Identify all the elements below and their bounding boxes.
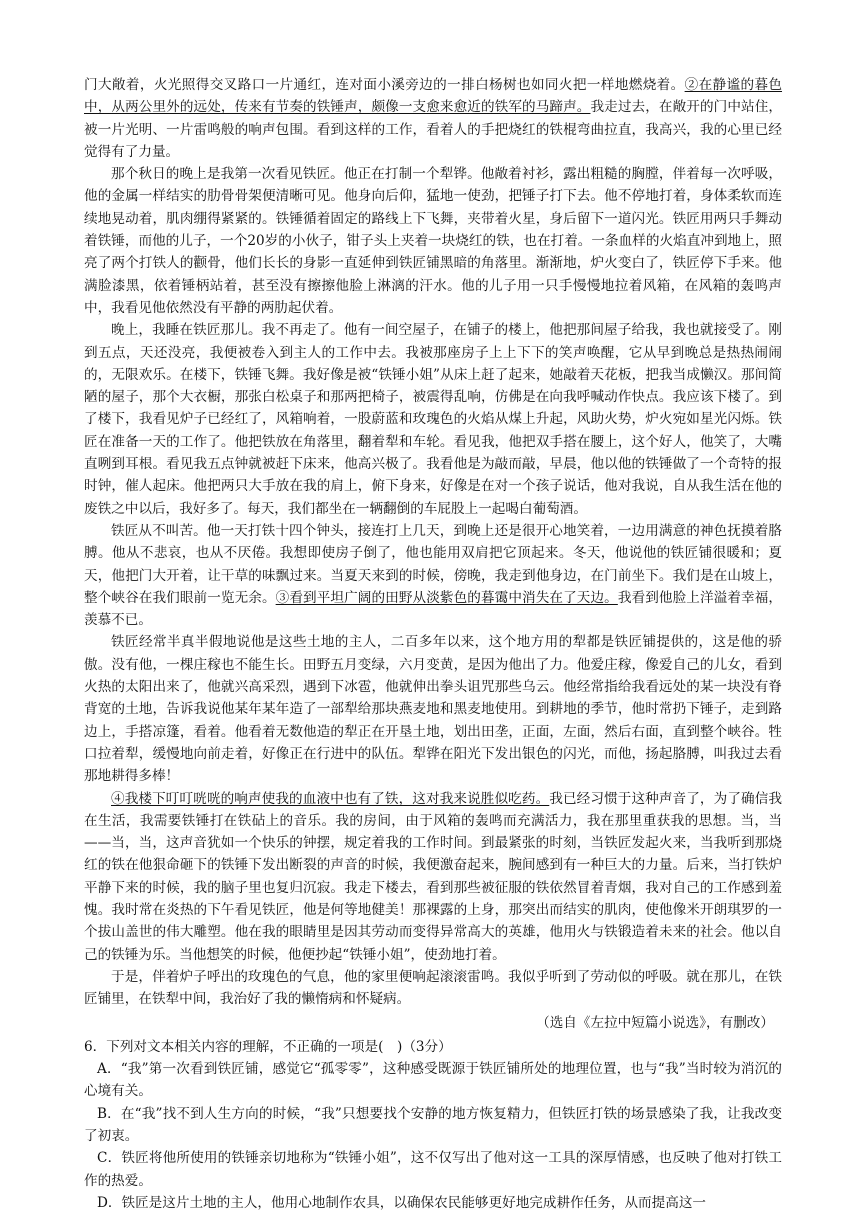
underlined-sentence-4: ④我楼下叮叮咣咣的响声使我的血液中也有了铁，这对我来说胜似吃药。	[111, 790, 550, 807]
passage-paragraph-4	[84, 520, 782, 631]
question-stem: 6．下列对文本相关内容的理解，不正确的一项是( )（3分）	[84, 1038, 452, 1055]
p1-text-b: 我走过去，在敞开的门中站住，被一片光明、一片雷鸣般的响声包围。看到这样的工作，看着人的手把烧红的铁棍弯曲拉直，我高兴，我的心里已经觉得有了力量。	[84, 99, 783, 160]
p4-text-b: 我看到他脸上洋溢着幸福，羡慕不已。	[84, 589, 783, 629]
p4-text-a: 铁匠从不叫苦。他一天打铁十四个钟头，接连打上几天，到晚上还是很开心地笑着，一边用满意的神色抚摸着胳膊。他从不悲哀，也从不厌倦。我想即使房子倒了，他也能用双肩把它顶起来。冬天，他说他的铁匠铺很暖和；夏天，他把门大开着，让干草的味飘过来。当夏天来到的时候，傍晚，我走到他身边，在门前坐下。我们是在山坡上，整个峡谷在我们眼前一览无余。	[84, 522, 782, 606]
underlined-sentence-3: ③看到平坦广阔的田野从淡紫色的暮霭中消失在了天边。	[275, 589, 618, 606]
passage-paragraph-1	[84, 74, 782, 163]
p6-text-b: 我已经习惯于这种声音了，为了确信我在生活，我需要铁锤打在铁砧上的音乐。我的房间，由于风箱的轰鸣而充满活力，我在那里重获我的思想。当，当——当，当，这声音犹如一个快乐的钟摆，规定着我的工作时间。到最紧张的时刻，当铁匠发起火来，当我听到那烧红的铁在他狠命砸下的铁锤下发出断裂的声音的时候，我便激奋起来，腕间感到有一种巨大的力量。后来，当打铁炉平静下来的时候，我的脑子里也复归沉寂。我走下楼去，看到那些被征服的铁依然冒着青烟，我对自己的工作感到羞愧。我时常在炎热的下午看见铁匠，他是何等地健美！那裸露的上身，那突出而结实的肌肉，使他像米开朗琪罗的一个拔山盖世的伟大雕塑。他在我的眼睛里是因其劳动而变得异常高大的英雄，他用火与铁锻造着未来的社会。他以自己的铁锤为乐。当他想笑的时候，他便抄起“铁锤小姐”，使劲地打着。	[84, 790, 783, 963]
underlined-sentence-2: ②在静谧的暮色中，从两公里外的远处，传来有节奏的铁锤声，颇像一支愈来愈近的铁军的马蹄声。	[84, 77, 783, 116]
passage-paragraph-6	[84, 788, 782, 966]
question-option-b: B．在“我”找不到人生方向的时候，“我”只想要找个安静的地方恢复精力，但铁匠打铁的场景感染了我，让我改变了初衷。	[84, 1105, 782, 1144]
passage-paragraph-2: 那个秋日的晚上是我第一次看见铁匠。他正在打制一个犁铧。他敞着衬衫，露出粗糙的胸膛，伴着每一次呼吸，他的金属一样结实的肋骨骨架便清晰可见。他身向后仰，猛地一使劲，把锤子打下去。他不停地打着，身体柔软而连续地晃动着，肌肉绷得紧紧的。铁锤循着固定的路线上下飞舞，夹带着火星，身后留下一道闪光。铁匠用两只手舞动着铁锤，而他的儿子，一个20岁的小伙子，钳子头上夹着一块烧红的铁，也在打着。一条血样的火焰直冲到地上，照亮了两个打铁人的颧骨，他们长长的身影一直延伸到铁匠铺黑暗的角落里。渐渐地，炉火变白了，铁匠停下手来。他满脸漆黑，依着锤柄站着，甚至没有擦擦他脸上淋漓的汗水。他的儿子用一只手慢慢地拉着风箱，在风箱的轰鸣声中，我看见他依然没有平静的两肋起伏着。	[84, 166, 782, 316]
question-option-d: D．铁匠是这片土地的主人，他用心地制作农具，以确保农民能够更好地完成耕作任务，从而提高这一	[97, 1194, 707, 1211]
question-option-a: A．“我”第一次看到铁匠铺，感觉它“孤零零”，这种感受既源于铁匠铺所处的地理位置，也与“我”当时较为消沉的心境有关。	[84, 1061, 782, 1100]
passage-paragraph-7: 于是，伴着炉子呼出的玫瑰色的气息，他的家里便响起滚滚雷鸣。我似乎听到了劳动似的呼吸。就在那儿，在铁匠铺里，在铁犁中间，我治好了我的懒惰病和怀疑病。	[84, 968, 782, 1008]
passage-paragraph-5: 铁匠经常半真半假地说他是这些土地的主人，二百多年以来，这个地方用的犁都是铁匠铺提供的，这是他的骄傲。没有他，一棵庄稼也不能生长。田野五月变绿，六月变黄，是因为他出了力。他爱庄稼，像爱自己的儿女，看到火热的太阳出来了，他就兴高采烈，遇到下冰雹，他就伸出拳头诅咒那些乌云。他经常指给我看远处的某一块没有脊背宽的土地，告诉我说他某年某年造了一部犁给那块燕麦地和黑麦地使用。到耕地的季节，他时常扔下锤子，走到路边上，手搭凉篷，看着。他看着无数他造的犁正在开垦土地，划出田垄，正面，左面，然后右面，直到整个峡谷。牲口拉着犁，缓慢地向前走着，好像正在行进中的队伍。犁铧在阳光下发出银色的闪光，而他，扬起胳膊，叫我过去看那地耕得多棒！	[84, 634, 782, 785]
exam-page	[84, 74, 782, 1214]
p1-text-a: 门大敞着，火光照得交叉路口一片通红，连对面小溪旁边的一排白杨树也如同火把一样地燃烧着。	[84, 77, 685, 93]
question-option-c: C．铁匠将他所使用的铁锤亲切地称为“铁锤小姐”，这不仅写出了他对这一工具的深厚情感，也反映了他对打铁工作的热爱。	[84, 1150, 782, 1189]
passage-paragraph-3: 晚上，我睡在铁匠那儿。我不再走了。他有一间空屋子，在铺子的楼上，他把那间屋子给我，我也就接受了。刚到五点，天还没亮，我便被卷入到主人的工作中去。我被那座房子上上下下的笑声唤醒，它从早到晚总是热热闹闹的，无限欢乐。在楼下，铁锤飞舞。我好像是被“铁锤小姐”从床上赶了起来，她敲着天花板，把我当成懒汉。那间简陋的屋子，那个大衣橱，那张白松桌子和那两把椅子，被震得乱响，仿佛是在向我呼喊动作快点。我应该下楼了。到了楼下，我看见炉子已经红了，风箱响着，一股蔚蓝和玫瑰色的火焰从煤上升起，风助火势，炉火宛如星光闪烁。铁匠在准备一天的工作了。他把铁放在角落里，翻着犁和车轮。看见我，他把双手搭在腰上，这个好人，他笑了，大嘴直咧到耳根。看见我五点钟就被赶下床来，他高兴极了。我看他是为敲而敲，早晨，他以他的铁锤做了一个奇特的报时钟，催人起床。他把两只大手放在我的肩上，俯下身来，好像是在对一个孩子说话，他对我说，自从我生活在他的废铁之中以后，我好多了。每天，我们都坐在一辆翻倒的车屁股上一起喝白葡萄酒。	[84, 322, 782, 517]
passage-source: （选自《左拉中短篇小说选》，有删改）	[536, 1015, 774, 1032]
